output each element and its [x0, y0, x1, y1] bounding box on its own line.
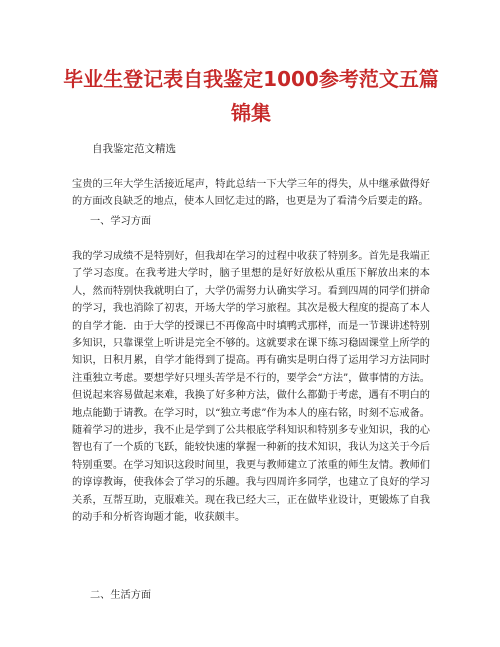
section-heading-life: 二、生活方面 — [90, 590, 152, 601]
intro-paragraph: 宝贵的三年大学生活接近尾声，特此总结一下大学三年的得失，从中继承做得好的方面改良缺乏的地点，使本人回忆走过的路，也更是为了看清今后要走的路。 — [72, 179, 430, 208]
document-subtitle: 自我鉴定范文精选 — [92, 143, 176, 155]
document-title: 毕业生登记表自我鉴定1000参考范文五篇锦集 — [63, 67, 439, 125]
section-heading-study: 一、学习方面 — [90, 216, 152, 227]
section-body-study: 我的学习成绩不是特别好，但我却在学习的过程中收获了特别多。首先是我端正了学习态度。在我考进大学时，脑子里想的是好好放松从重压下解放出来的本人，然而特别快我就明白了，大学仍需努力认确实学习。看到四周的同学们拼命的学习，我也消除了初衷，开场大学的学习旅程。其次是极大程度的提高了本人的自学才能．由于大学的授课已不再像高中时填鸭式那样，而是一节课讲述特别多知识，只靠课堂上听讲是完全不够的。这就要求在课下练习稳固课堂上所学的知识，日积月累，自学才能得到了提高。再有确实是明白得了运用学习方法同时注重独立考虑。要想学好只埋头苦学是不行的，要学会“方法”，做事情的方法。但说起来容易做起来难，我换了好多种方法，做什么都勤于考虑，遇有不明白的地点能勤于请教。在学习时，以“独立考虑”作为本人的座右铭，时刻不忘戒备。随着学习的进步，我不止是学到了公共根底学科知识和特别多专业知识，我的心智也有了一个质的飞跃，能较快速的掌握一种新的技术知识，我认为这关于今后特别重要。在学习知识这段时间里，我更与教师建立了浓重的师生友情。教师们的谆谆教诲，使我体会了学习的乐趣。我与四周许多同学，也建立了良好的学习关系，互帮互助，克服难关。现在我已经大三，正在做毕业设计，更锻炼了自我的动手和分析咨询题才能，收获颇丰。 — [72, 251, 430, 524]
